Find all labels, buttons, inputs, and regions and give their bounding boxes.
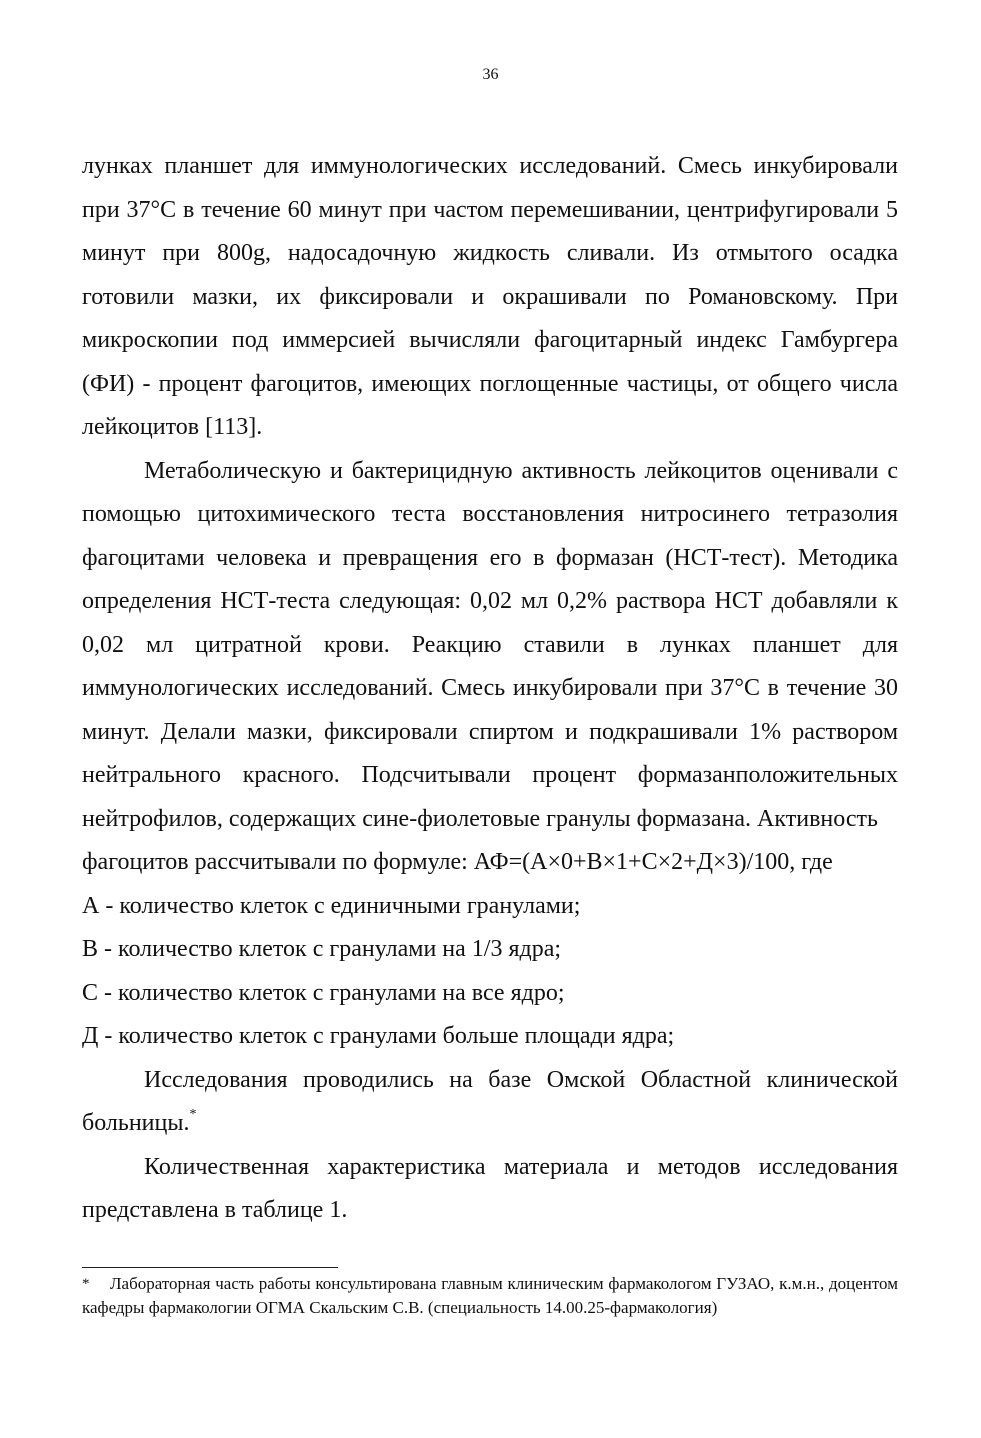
paragraph-table-reference: Количественная характеристика материала и методов исследования представлена в таблице 1. <box>82 1153 898 1223</box>
paragraph-nst-test: Метаболическую и бактерицидную активность лейкоцитов оценивали с помощью цитохимического теста восстановления нитросинего тетразолия фагоцитами человека и превращения его в формазан (НСТ-тест). Методика определения НСТ-теста следующая: 0,02 мл 0,2% раствора НСТ добавляли к 0,02 мл цитратной крови. Реакцию ставили в лунках планшет для иммунологических исследований. Смесь инкубировали при 37°С в течение 30 минут. Делали мазки, фиксировали спиртом и подкрашивали 1% раствором нейтрального красного. Подсчитывали процент формазанположительных нейтрофилов, содержащих сине-фиолетовые гранулы формазана. Активность <box>82 457 898 832</box>
footnote-text: Лабораторная часть работы консультирована главным клиническим фармакологом ГУЗАО, к.м.н., доцентом кафедры фармакологии ОГМА Скальским С.В. (специальность 14.00.25-фармакология) <box>82 1274 898 1317</box>
paragraph-phagocytic-index: лунках планшет для иммунологических исследований. Смесь инкубировали при 37°С в течение 60 минут при частом перемешивании, центрифугировали 5 минут при 800g, надосадочную жидкость сливали. Из отмытого осадка готовили мазки, их фиксировали и окрашивали по Романовскому. При микроскопии под иммерсией вычисляли фагоцитарный индекс Гамбургера (ФИ) - процент фагоцитов, имеющих поглощенные частицы, от общего числа лейкоцитов [113]. <box>82 153 898 440</box>
footnote-reference-mark: * <box>189 1107 197 1122</box>
body-text <box>82 145 898 1233</box>
list-item-b: В - количество клеток с гранулами на 1/3 ядра; <box>82 936 562 962</box>
footnote-divider <box>82 1267 338 1268</box>
footnote-mark: * <box>82 1276 90 1292</box>
page-number: 36 <box>482 66 499 83</box>
list-item-a: А - количество клеток с единичными гранулами; <box>82 892 581 919</box>
paragraph-research-base <box>82 1059 898 1146</box>
list-item-c: С - количество клеток с гранулами на все ядро; <box>82 979 565 1006</box>
footnote <box>82 1272 898 1320</box>
formula-line: фагоцитов рассчитывали по формуле: АФ=(А×0+В×1+С×2+Д×3)/100, где <box>82 849 833 875</box>
list-item-d: Д - количество клеток с гранулами больше площади ядра; <box>82 1023 675 1049</box>
paragraph-research-base-text: Исследования проводились на базе Омской Областной клинической больницы. <box>82 1066 898 1136</box>
